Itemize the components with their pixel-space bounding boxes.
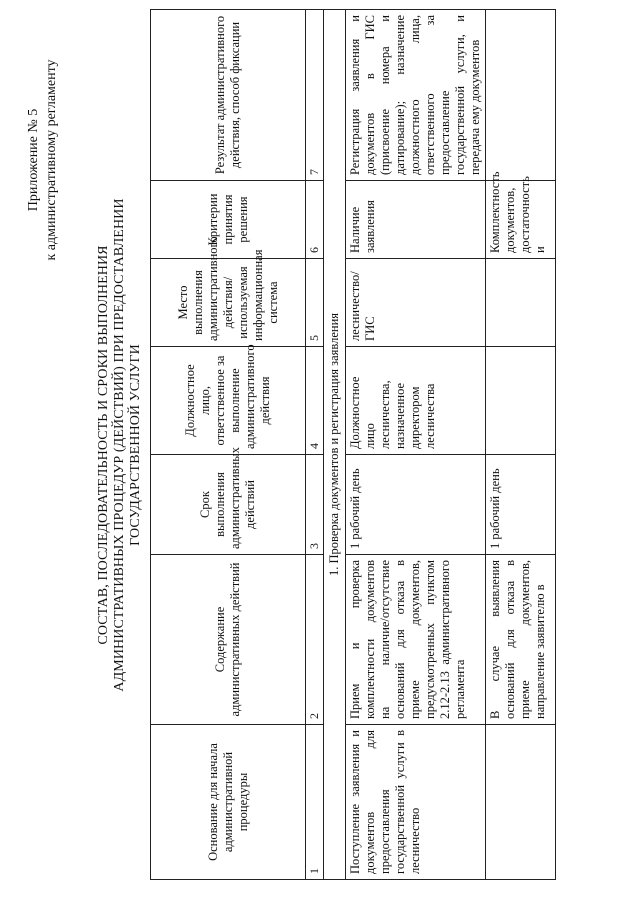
- column-number: 7: [306, 10, 324, 181]
- column-number: 1: [306, 725, 324, 880]
- section-title: 1. Проверка документов и регистрация заявления: [324, 10, 346, 880]
- table-cell: [486, 259, 556, 347]
- column-number-row: [306, 10, 324, 880]
- table-cell: [486, 725, 556, 880]
- section-row: [324, 10, 346, 880]
- table-cell: Комплектность документов, достаточность и: [486, 181, 556, 259]
- document-title-line-1: СОСТАВ, ПОСЛЕДОВАТЕЛЬНОСТЬ И СРОКИ ВЫПОЛНЕНИЯ: [96, 245, 111, 645]
- header-cell: Срок выполнения административных действий: [151, 455, 306, 555]
- table-cell: лесничество/ ГИС: [346, 259, 486, 347]
- procedures-table: [150, 9, 556, 880]
- column-number: 2: [306, 555, 324, 725]
- header-cell: Критерии принятия решения: [151, 181, 306, 259]
- column-number: 5: [306, 259, 324, 347]
- header-cell: Результат административного действия, способ фиксации: [151, 10, 306, 181]
- table-cell: Наличие заявления: [346, 181, 486, 259]
- column-number: 3: [306, 455, 324, 555]
- table-cell: 1 рабочий день: [346, 455, 486, 555]
- appendix-label: Приложение № 5: [26, 108, 41, 212]
- table-cell: Должностное лицо лесничества, назначенное директором лесничества: [346, 347, 486, 455]
- table-cell: [486, 347, 556, 455]
- table-cell: 1 рабочий день: [486, 455, 556, 555]
- header-cell: Основание для начала административной процедуры: [151, 725, 306, 880]
- table-cell: Поступление заявления и документов для предоставления государственной услуги в лесничество: [346, 725, 486, 880]
- header-row: [151, 10, 306, 880]
- table-cell: Прием и проверка комплектности документов на наличие/отсутствие оснований для отказа в приеме документов, предусмотренных пунктом 2.12-2.13 административного регламента: [346, 555, 486, 725]
- header-cell: Место выполнения административного действия/используемая информационная система: [151, 259, 306, 347]
- table-cell: [486, 10, 556, 181]
- table-cell: В случае выявления оснований для отказа в приеме документов, направление заявителю в: [486, 555, 556, 725]
- table-row: [346, 10, 486, 880]
- document-title-line-3: ГОСУДАРСТВЕННОЙ УСЛУГИ: [128, 344, 143, 546]
- header-cell: Содержание административных действий: [151, 555, 306, 725]
- header-cell: Должностное лицо, ответственное за выполнение административного действия: [151, 347, 306, 455]
- document-title-line-2: АДМИНИСТРАТИВНЫХ ПРОЦЕДУР (ДЕЙСТВИЙ) ПРИ ПРЕДОСТАВЛЕНИИ: [112, 198, 127, 692]
- appendix-subtitle: к административному регламенту: [44, 59, 59, 261]
- table-row: [486, 10, 556, 880]
- column-number: 6: [306, 181, 324, 259]
- rotated-page: [10, 10, 610, 880]
- column-number: 4: [306, 347, 324, 455]
- table-cell: Регистрация заявления и документов в ГИС (присвоение номера и датирование); назначение должностного лица, ответственного за предоставление государственной услуги, и передача ему документов: [346, 10, 486, 181]
